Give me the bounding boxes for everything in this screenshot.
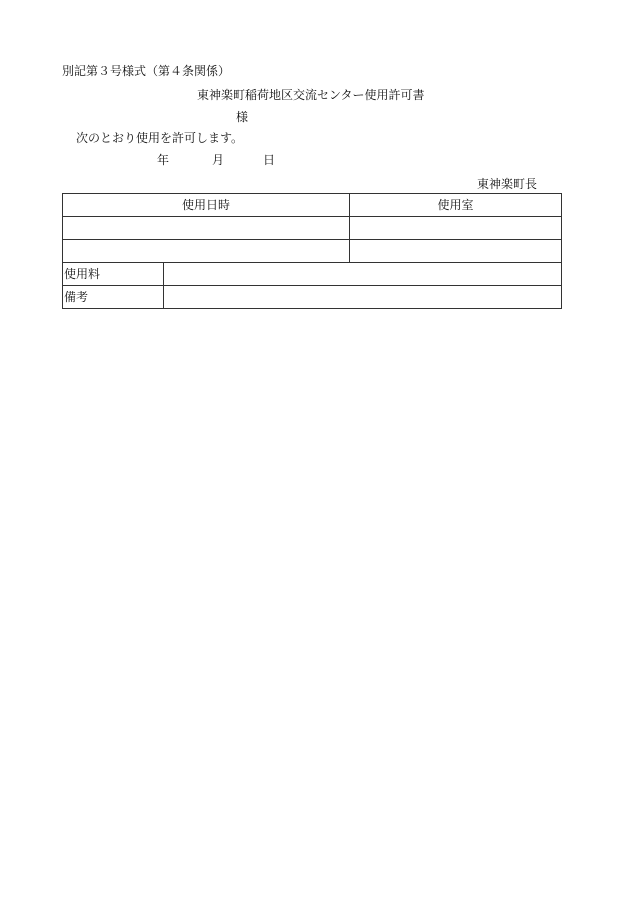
fee-row <box>63 263 562 286</box>
fee-label: 使用料 <box>63 263 164 286</box>
date-year-label: 年 <box>157 153 170 167</box>
remarks-row <box>63 286 562 309</box>
table-header-row <box>63 194 562 217</box>
usage-datetime-header: 使用日時 <box>63 194 350 217</box>
room-header: 使用室 <box>350 194 562 217</box>
room-cell[interactable] <box>350 217 562 240</box>
room-cell[interactable] <box>350 240 562 263</box>
date-day-label: 日 <box>263 153 276 167</box>
document-title: 東神楽町稲荷地区交流センター使用許可書 <box>197 88 425 102</box>
addressee-suffix: 様 <box>236 110 249 124</box>
date-month-label: 月 <box>212 153 225 167</box>
usage-datetime-cell[interactable] <box>63 240 350 263</box>
fee-value-cell[interactable] <box>164 263 562 286</box>
form-number-label: 別記第３号様式（第４条関係） <box>62 64 231 78</box>
usage-datetime-cell[interactable] <box>63 217 350 240</box>
permit-table <box>62 193 562 309</box>
table-row <box>63 240 562 263</box>
remarks-value-cell[interactable] <box>164 286 562 309</box>
permission-statement: 次のとおり使用を許可します。 <box>76 131 244 145</box>
issuer-name: 東神楽町長 <box>477 177 538 191</box>
table-row <box>63 217 562 240</box>
remarks-label: 備考 <box>63 286 164 309</box>
